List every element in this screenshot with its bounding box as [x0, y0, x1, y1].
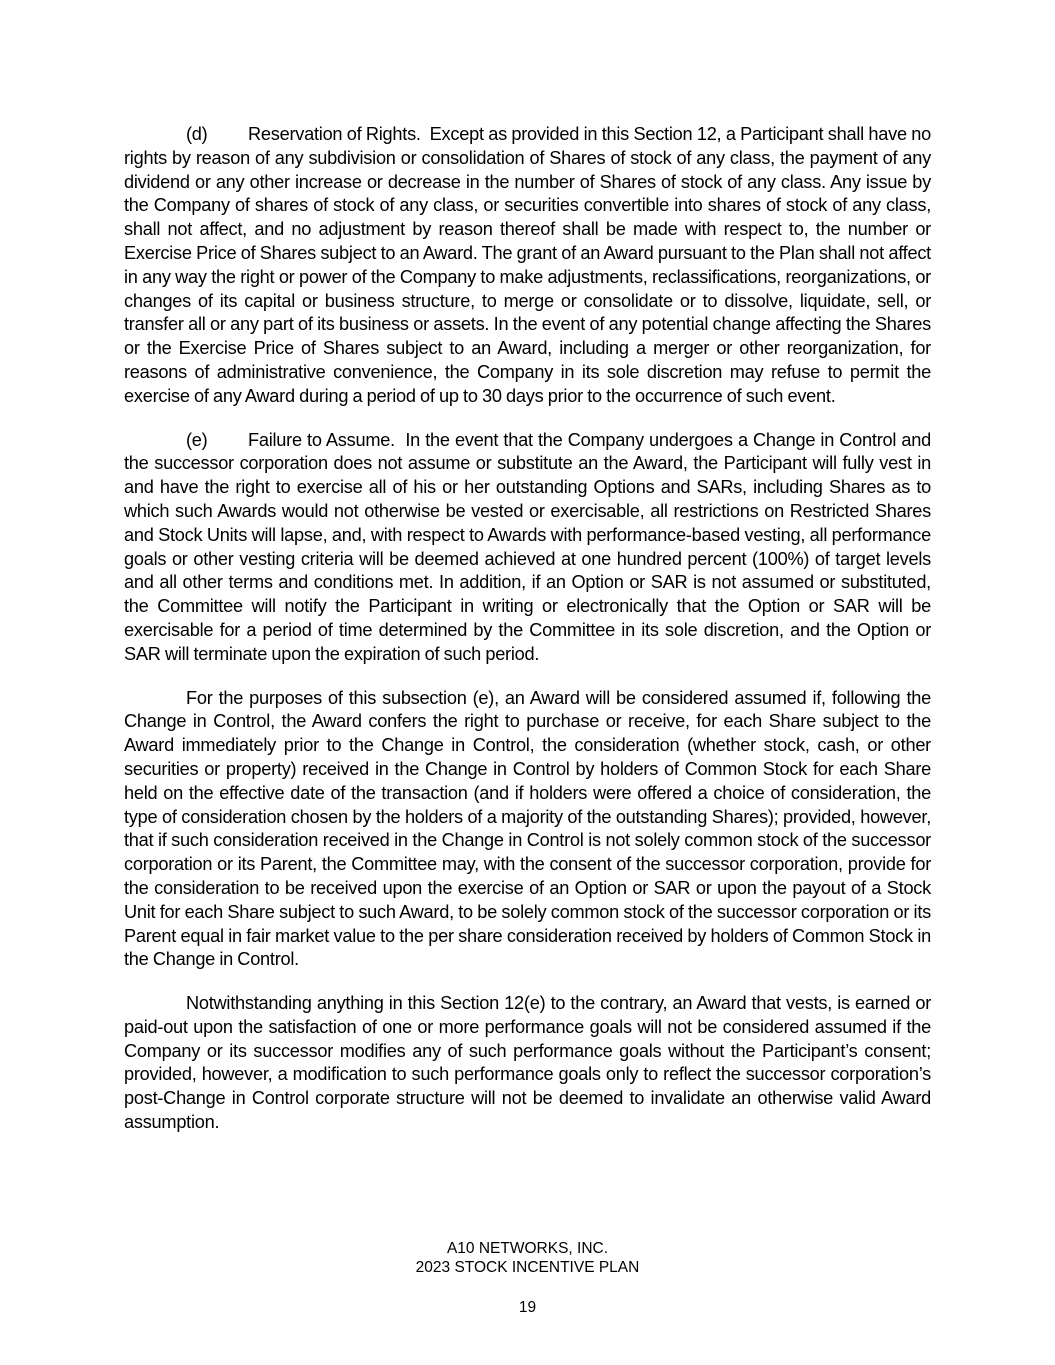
section-label-d: (d)	[186, 124, 208, 144]
paragraph-text: Notwithstanding anything in this Section 12(e) to the contrary, an Award that vests, is earned or paid-out upon the satisfaction of one or more performance goals will not be considered assumed if the Company or its successor modifies any of such performance goals without the Participant’s consent; provided, however, a modification to such performance goals only to reflect the successor corporation’s post-Change in Control corporate structure will not be deemed to invalidate an otherwise valid Award assumption.	[124, 993, 931, 1133]
paragraph-text: Except as provided in this Section 12, a Participant shall have no rights by reason of any subdivision or consolidation of Shares of stock of any class, the payment of any dividend or any other increase or decrease in the number of Shares of stock of any class. Any issue by the Company of shares of stock of any class, or securities convertible into shares of stock of any class, shall not affect, and no adjustment by reason thereof shall be made with respect to, the number or Exercise Price of Shares subject to an Award. The grant of an Award pursuant to the Plan shall not affect in any way the right or power of the Company to make adjustments, reclassifications, reorganizations, or changes of its capital or business structure, to merge or consolidate or to dissolve, liquidate, sell, or transfer all or any part of its business or assets. In the event of any potential change affecting the Shares or the Exercise Price of Shares subject to an Award, including a merger or other reorganization, for reasons of administrative convenience, the Company in its sole discretion may refuse to permit the exercise of any Award during a period of up to 30 days prior to the occurrence of such event.	[124, 124, 932, 406]
section-heading-reservation-of-rights: Reservation of Rights.	[248, 124, 421, 144]
section-heading-failure-to-assume: Failure to Assume.	[248, 429, 395, 450]
paragraph-performance-goals	[124, 992, 931, 1135]
footer-plan-name: 2023 STOCK INCENTIVE PLAN	[415, 1259, 640, 1276]
footer-company-name: A10 NETWORKS, INC.	[446, 1240, 609, 1257]
paragraph-reservation-of-rights	[124, 123, 931, 409]
section-label-e: (e)	[186, 429, 208, 450]
paragraph-text: For the purposes of this subsection (e), an Award will be considered assumed if, following the Change in Control, the Award confers the right to purchase or receive, for each Share subject to the Award immediately prior to the Change in Control, the consideration (whether stock, cash, or other securities or property) received in the Change in Control by holders of Common Stock for each Share held on the effective date of the transaction (and if holders were offered a choice of consideration, the type of consideration chosen by the holders of a majority of the outstanding Shares); provided, however, that if such consideration received in the Change in Control is not solely common stock of the successor corporation or its Parent, the Committee may, with the consent of the successor corporation, provide for the consideration to be received upon the exercise of an Option or SAR or upon the payout of a Stock Unit for each Share subject to such Award, to be solely common stock of the successor corporation or its Parent equal in fair market value to the per share consideration received by holders of Common Stock in the Change in Control.	[124, 687, 931, 970]
paragraph-text: In the event that the Company undergoes a Change in Control and the successor corporation does not assume or substitute an the Award, the Participant will fully vest in and have the right to exercise all of his or her outstanding Options and SARs, including Shares as to which such Awards would not otherwise be vested or exercisable, all restrictions on Restricted Shares and Stock Units will lapse, and, with respect to Awards with performance-based vesting, all performance goals or other vesting criteria will be deemed achieved at one hundred percent (100%) of target levels and all other terms and conditions met. In addition, if an Option or SAR is not assumed or substituted, the Committee will notify the Participant in writing or electronically that the Option or SAR will be exercisable for a period of time determined by the Committee in its sole discretion, and the Option or SAR will terminate upon the expiration of such period.	[124, 429, 931, 664]
paragraph-assumption-definition	[124, 687, 931, 973]
page-number: 19	[518, 1299, 537, 1316]
document-body	[124, 123, 931, 1155]
paragraph-failure-to-assume	[124, 429, 931, 667]
